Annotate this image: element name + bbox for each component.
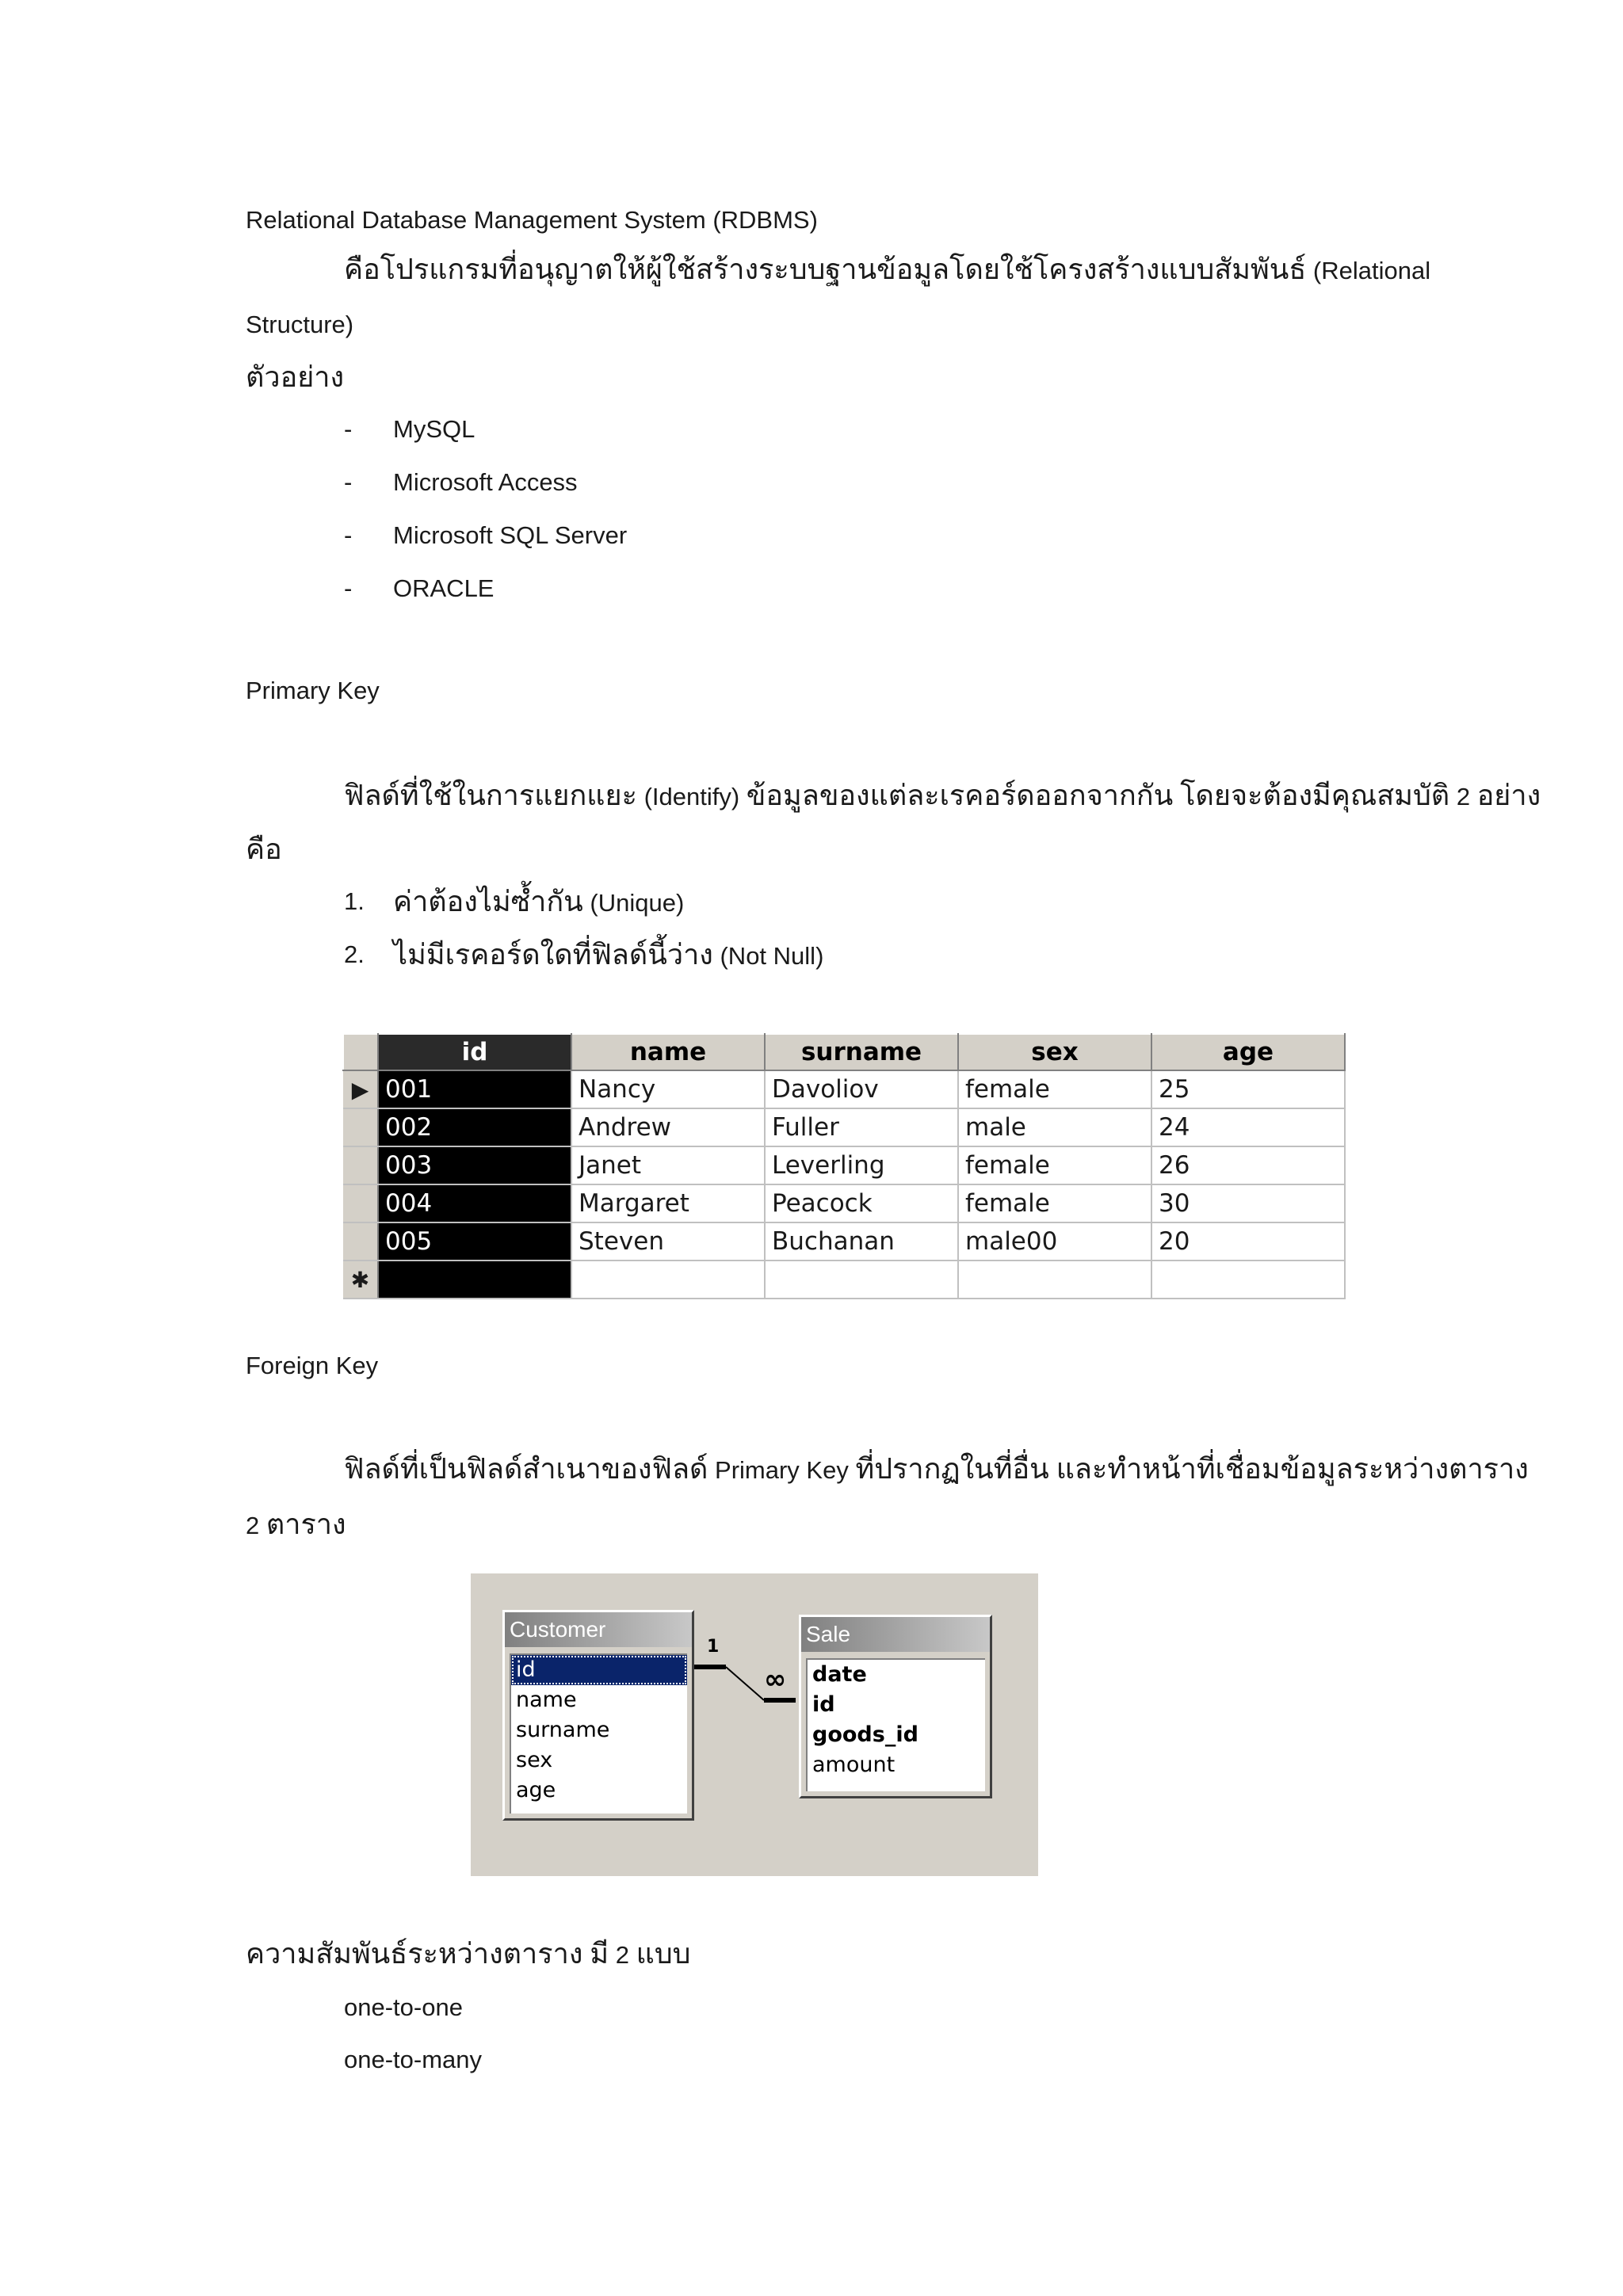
row-selector[interactable]	[343, 1222, 378, 1261]
datasheet-header-row	[343, 1034, 1345, 1070]
cell-sex[interactable]: female	[958, 1146, 1151, 1184]
cell-name[interactable]: Nancy	[571, 1070, 765, 1108]
foreign-key-desc-cont: 2 ตาราง	[246, 1508, 346, 1540]
cell-id-new[interactable]	[378, 1261, 571, 1299]
relation-type-one-to-one: one-to-one	[344, 1993, 463, 2021]
relations-heading: ความสัมพันธ์ระหว่างตาราง มี 2 แบบ	[246, 1938, 691, 1970]
column-header-sex[interactable]: sex	[958, 1034, 1151, 1070]
cell-surname-new[interactable]	[765, 1261, 958, 1299]
cell-surname[interactable]: Leverling	[765, 1146, 958, 1184]
cell-sex-new[interactable]	[958, 1261, 1151, 1299]
rdbms-description	[344, 254, 1430, 287]
cell-sex[interactable]: male00	[958, 1222, 1151, 1261]
new-record-row	[343, 1261, 1345, 1299]
cell-name[interactable]: Margaret	[571, 1184, 765, 1222]
cell-age[interactable]: 24	[1151, 1108, 1345, 1146]
primary-key-description: ฟิลด์ที่ใช้ในการแยกแยะ (Identify) ข้อมูลของแต่ละเรคอร์ดออกจากกัน โดยจะต้องมีคุณสมบัติ 2 อย่าง	[344, 780, 1541, 811]
cell-age[interactable]: 30	[1151, 1184, 1345, 1222]
cell-sex[interactable]: female	[958, 1070, 1151, 1108]
foreign-key-description: ฟิลด์ที่เป็นฟิลด์สำเนาของฟิลด์ Primary Key ที่ปรากฏในที่อื่น และทำหน้าที่เชื่อมข้อมูลระหว่างตาราง	[344, 1453, 1529, 1485]
rdbms-desc-en-a: (Relational	[1312, 257, 1431, 284]
cell-id[interactable]: 004	[378, 1184, 571, 1222]
rdbms-desc-thai: คือโปรแกรมที่อนุญาตให้ผู้ใช้สร้างระบบฐานข้อมูลโดยใช้โครงสร้างแบบสัมพันธ์	[344, 254, 1307, 285]
rdbms-desc-en-b: Structure)	[246, 311, 354, 338]
column-header-id[interactable]: id	[378, 1034, 571, 1070]
sale-table-title[interactable]: Sale	[801, 1617, 990, 1652]
cell-age[interactable]: 26	[1151, 1146, 1345, 1184]
primary-key-desc-cont: คือ	[246, 833, 282, 865]
cell-surname[interactable]: Davoliov	[765, 1070, 958, 1108]
row-selector[interactable]	[343, 1108, 378, 1146]
row-selector[interactable]	[343, 1184, 378, 1222]
column-header-name[interactable]: name	[571, 1034, 765, 1070]
sale-field-amount[interactable]: amount	[812, 1753, 896, 1777]
cell-surname[interactable]: Peacock	[765, 1184, 958, 1222]
cell-name[interactable]: Andrew	[571, 1108, 765, 1146]
cell-age-new[interactable]	[1151, 1261, 1345, 1299]
cell-id[interactable]: 005	[378, 1222, 571, 1261]
foreign-key-heading: Foreign Key	[246, 1352, 379, 1379]
column-header-age[interactable]: age	[1151, 1034, 1345, 1070]
customer-field-surname[interactable]: surname	[516, 1718, 610, 1742]
customer-field-age[interactable]: age	[516, 1778, 556, 1802]
cell-id[interactable]: 002	[378, 1108, 571, 1146]
rdbms-heading: Relational Database Management System (RDBMS)	[246, 206, 818, 234]
cell-sex[interactable]: female	[958, 1184, 1151, 1222]
sale-field-id[interactable]: id	[812, 1692, 835, 1717]
table-row	[343, 1184, 1345, 1222]
table-row	[343, 1070, 1345, 1108]
table-row	[343, 1222, 1345, 1261]
cell-name[interactable]: Janet	[571, 1146, 765, 1184]
row-selector[interactable]	[343, 1146, 378, 1184]
column-header-surname[interactable]: surname	[765, 1034, 958, 1070]
one-side-label: 1	[707, 1637, 720, 1657]
customer-table-title[interactable]: Customer	[505, 1612, 692, 1647]
cell-age[interactable]: 20	[1151, 1222, 1345, 1261]
table-row	[343, 1146, 1345, 1184]
sale-field-goods-id[interactable]: goods_id	[812, 1722, 918, 1747]
row-selector-current[interactable]: ▶	[343, 1070, 378, 1108]
relationship-diagram	[471, 1573, 1038, 1876]
cell-id[interactable]: 001	[378, 1070, 571, 1108]
relation-type-one-to-many: one-to-many	[344, 2046, 483, 2073]
cell-id[interactable]: 003	[378, 1146, 571, 1184]
cell-surname[interactable]: Buchanan	[765, 1222, 958, 1261]
customer-datasheet	[342, 1033, 1346, 1299]
cell-name-new[interactable]	[571, 1261, 765, 1299]
relationship-line[interactable]	[471, 1573, 1038, 1876]
customer-field-sex[interactable]: sex	[516, 1748, 553, 1772]
example-label: ตัวอย่าง	[246, 361, 345, 393]
primary-key-heading: Primary Key	[246, 677, 380, 704]
cell-surname[interactable]: Fuller	[765, 1108, 958, 1146]
many-side-label: ∞	[764, 1664, 787, 1695]
table-row	[343, 1108, 1345, 1146]
cell-name[interactable]: Steven	[571, 1222, 765, 1261]
customer-field-name[interactable]: name	[516, 1688, 577, 1712]
sale-field-date[interactable]: date	[812, 1662, 867, 1687]
cell-sex[interactable]: male	[958, 1108, 1151, 1146]
select-all-corner[interactable]	[343, 1034, 378, 1070]
cell-age[interactable]: 25	[1151, 1070, 1345, 1108]
customer-field-id[interactable]: id	[511, 1655, 687, 1685]
new-row-icon[interactable]: ✱	[343, 1261, 378, 1299]
